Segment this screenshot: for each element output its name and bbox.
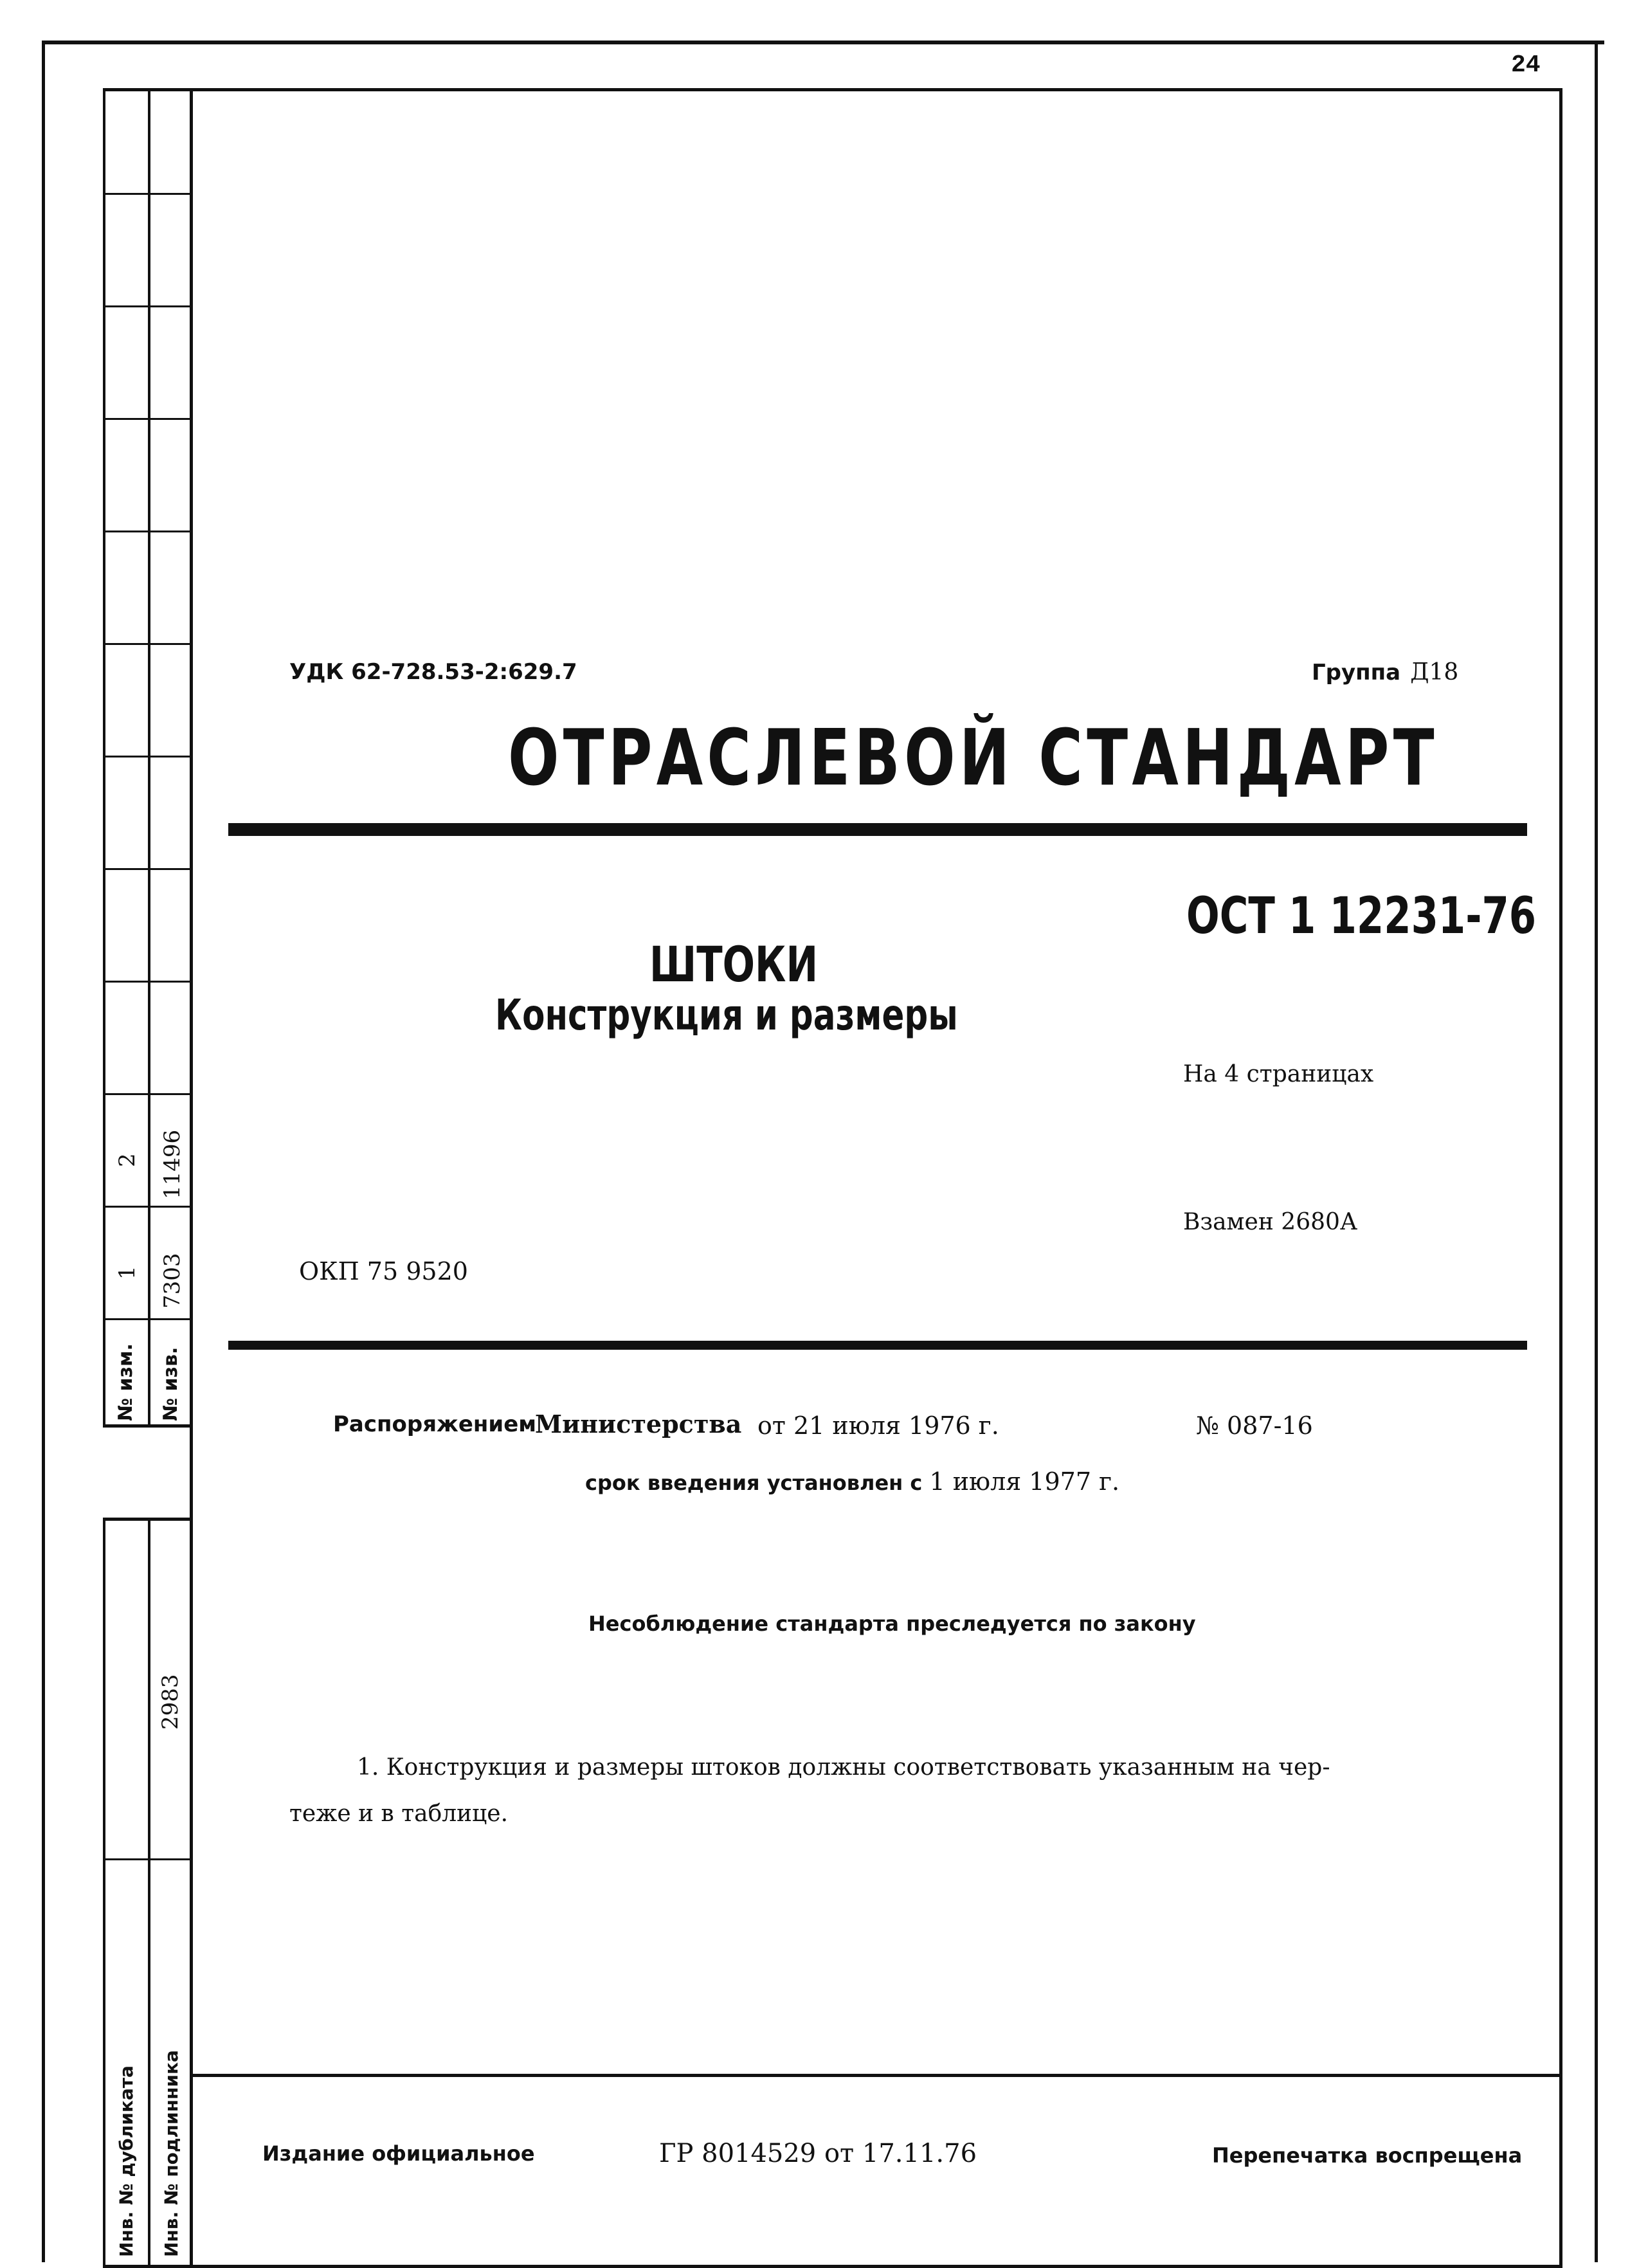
inner-frame-top bbox=[103, 88, 1562, 91]
footer-separator bbox=[190, 2074, 1562, 2077]
outer-frame-right bbox=[1595, 41, 1598, 2262]
order-number: № 087-16 bbox=[1196, 1411, 1313, 1440]
order-ministry: Министерства bbox=[535, 1410, 742, 1438]
footer-reprint-prohibited: Перепечатка воспрещена bbox=[1212, 2143, 1523, 2168]
udk-code: УДК 62-728.53-2:629.7 bbox=[289, 659, 577, 685]
original-inventory-label: Инв. № подлинника bbox=[161, 2050, 182, 2257]
notice-number-2: 11496 bbox=[159, 1129, 185, 1199]
notice-number-label: № изв. bbox=[159, 1347, 182, 1421]
change-number-1: 1 bbox=[114, 1266, 140, 1280]
group-label: Группа bbox=[1312, 660, 1401, 685]
original-inventory-value: 2983 bbox=[158, 1674, 183, 1730]
inner-frame-left bbox=[190, 88, 193, 2268]
document-title: ШТОКИ bbox=[649, 936, 819, 993]
footer-official-edition: Издание официальное bbox=[262, 2141, 535, 2166]
change-number-label: № изм. bbox=[114, 1343, 137, 1421]
replaces-note: Взамен 2680А bbox=[1183, 1209, 1358, 1235]
outer-frame-left bbox=[42, 41, 45, 2262]
standard-designation: ОСТ 1 12231-76 bbox=[1186, 887, 1537, 945]
footer-registration: ГР 8014529 от 17.11.76 bbox=[659, 2139, 977, 2168]
group-code bbox=[1312, 659, 1458, 685]
document-subtitle: Конструкция и размеры bbox=[495, 990, 958, 1040]
clause-1-line-2: теже и в таблице. bbox=[289, 1801, 509, 1827]
okp-code: ОКП 75 9520 bbox=[299, 1257, 468, 1285]
outer-frame-top bbox=[42, 41, 1604, 44]
legal-notice: Несоблюдение стандарта преследуется по закону bbox=[588, 1611, 1196, 1636]
effective-date-label: срок введения установлен с bbox=[585, 1471, 923, 1495]
notice-number-1: 7303 bbox=[159, 1253, 185, 1309]
page-number: 24 bbox=[1511, 51, 1541, 79]
standard-type-title: ОТРАСЛЕВОЙ СТАНДАРТ bbox=[508, 714, 1438, 803]
clause-1-line-1: 1. Конструкция и размеры штоков должны соответствовать указанным на чер- bbox=[357, 1754, 1330, 1781]
order-date: от 21 июля 1976 г. bbox=[757, 1411, 999, 1440]
effective-date-value: 1 июля 1977 г. bbox=[929, 1467, 1120, 1496]
group-value: Д18 bbox=[1410, 659, 1459, 685]
order-label: Распоряжением bbox=[333, 1411, 537, 1437]
title-rule bbox=[228, 823, 1527, 836]
change-number-2: 2 bbox=[114, 1153, 140, 1167]
pages-note: На 4 страницах bbox=[1183, 1061, 1374, 1087]
order-rule bbox=[228, 1341, 1527, 1350]
duplicate-inventory-label: Инв. № дубликата bbox=[116, 2065, 137, 2257]
inner-frame-bottom bbox=[103, 2265, 1562, 2268]
inner-frame-right bbox=[1559, 88, 1562, 2268]
effective-date bbox=[585, 1467, 1119, 1496]
